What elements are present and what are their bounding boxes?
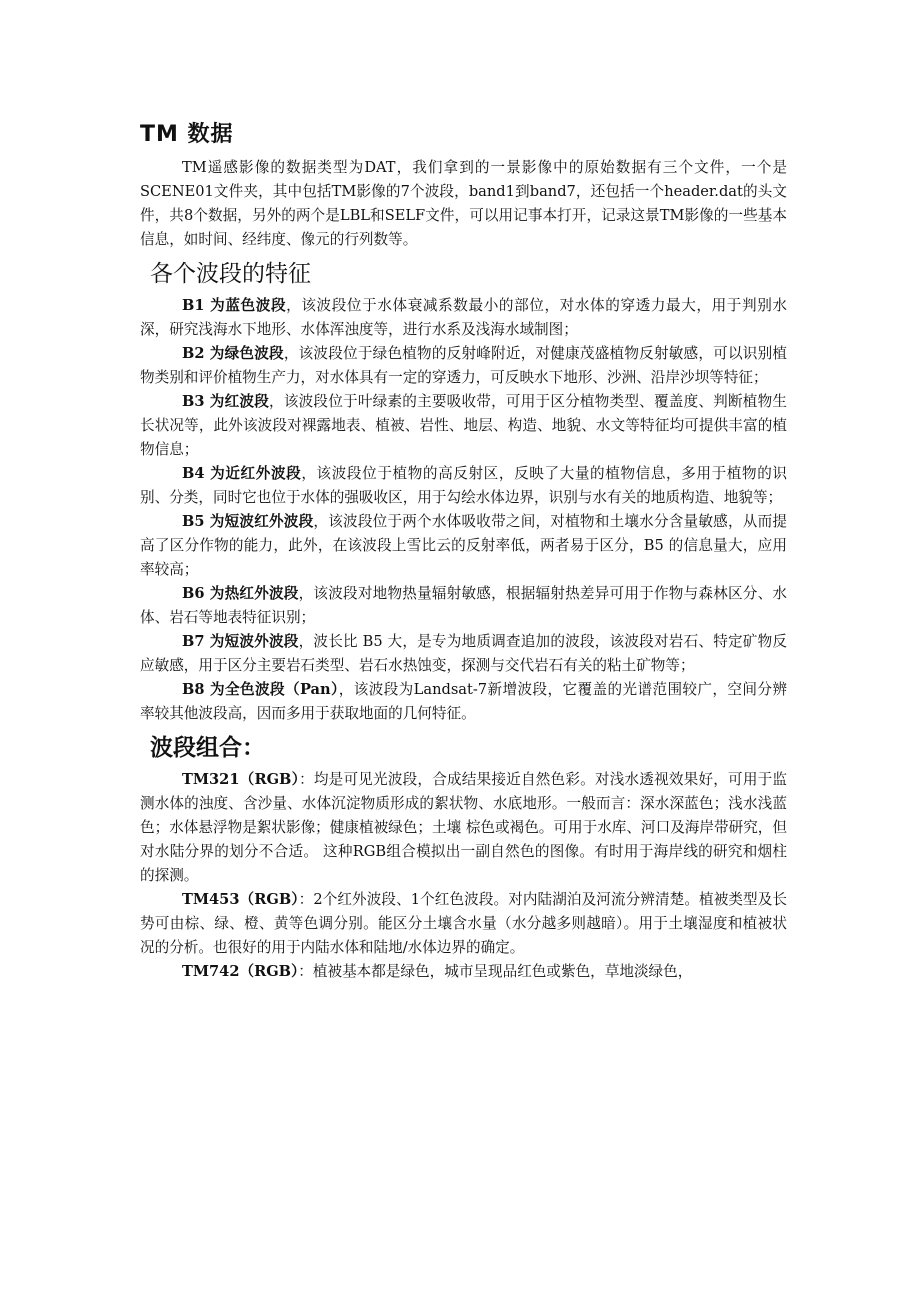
- band-b2-label: B2 为绿色波段: [182, 345, 284, 362]
- tm-intro-paragraph: TM遥感影像的数据类型为DAT，我们拿到的一景影像中的原始数据有三个文件，一个是SCENE01文件夹，其中包括TM影像的7个波段，band1到band7，还包括一个header.dat的头文件，共8个数据，另外的两个是LBL和SELF文件，可以用记事本打开，记录这景TM影像的一些基本信息，如时间、经纬度、像元的行列数等。: [140, 159, 787, 248]
- band-b4-paragraph: [140, 462, 787, 510]
- band-b3-label: B3 为红波段: [182, 393, 270, 410]
- heading-band-features: 各个波段的特征: [150, 261, 311, 287]
- combo-tm742-label: TM742（RGB）: [182, 963, 299, 980]
- combo-tm453-label: TM453（RGB）: [182, 891, 299, 908]
- band-b5-text: ，该波段位于两个水体吸收带之间，对植物和土壤水分含量敏感，从而提高了区分作物的能力，此外，在该波段上雪比云的反射率低，两者易于区分，B5 的信息量大，应用率较高；: [140, 513, 787, 578]
- band-b2-text: ，该波段位于绿色植物的反射峰附近，对健康茂盛植物反射敏感，可以识别植物类别和评价植物生产力，对水体具有一定的穿透力，可反映水下地形、沙洲、沿岸沙坝等特征；: [140, 345, 787, 386]
- combo-tm742-text: ：植被基本都是绿色，城市呈现品红色或紫色，草地淡绿色，: [298, 963, 693, 980]
- combo-tm321-text: ：均是可见光波段，合成结果接近自然色彩。对浅水透视效果好，可用于监测水体的浊度、含沙量、水体沉淀物质形成的絮状物、水底地形。一般而言：深水深蓝色；浅水浅蓝色；水体悬浮物是絮状影像；健康植被绿色；土壤 棕色或褐色。可用于水库、河口及海岸带研究，但对水陆分界的划分不合适。 这种RGB组合模拟出一副自然色的图像。有时用于海岸线的研究和烟柱的探测。: [140, 771, 787, 884]
- combo-tm742-paragraph: [140, 960, 787, 984]
- band-b1-label: B1 为蓝色波段: [182, 297, 287, 314]
- heading-band-combinations: 波段组合：: [150, 735, 265, 761]
- band-b1-text: ，该波段位于水体衰减系数最小的部位，对水体的穿透力最大，用于判别水深，研究浅海水下地形、水体浑浊度等，进行水系及浅海水域制图；: [140, 297, 787, 338]
- band-b8-label: B8 为全色波段（Pan）: [182, 681, 339, 698]
- band-b7-text: ，波长比 B5 大，是专为地质调查追加的波段，该波段对岩石、特定矿物反应敏感，用于区分主要岩石类型、岩石水热蚀变，探测与交代岩石有关的粘土矿物等；: [140, 633, 787, 674]
- document-content: [140, 118, 787, 984]
- band-b2-paragraph: [140, 342, 787, 390]
- band-b5-paragraph: [140, 510, 787, 582]
- band-b8-paragraph: [140, 678, 787, 726]
- combo-tm453-paragraph: [140, 888, 787, 960]
- combo-tm321-label: TM321（RGB）: [182, 771, 300, 788]
- combo-tm453-text: ：2个红外波段、1个红色波段。对内陆湖泊及河流分辨清楚。植被类型及长势可由棕、绿、橙、黄等色调分别。能区分土壤含水量（水分越多则越暗）。用于土壤湿度和植被状况的分析。也很好的用于内陆水体和陆地/水体边界的确定。: [140, 891, 788, 956]
- band-b8-text: ，该波段为Landsat-7新增波段，它覆盖的光谱范围较广，空间分辨率较其他波段高，因而多用于获取地面的几何特征。: [140, 681, 788, 722]
- band-b4-text: ，该波段位于植物的高反射区，反映了大量的植物信息，多用于植物的识别、分类，同时它也位于水体的强吸收区，用于勾绘水体边界，识别与水有关的地质构造、地貌等；: [140, 465, 787, 506]
- heading-tm-data: TM 数据: [140, 122, 234, 147]
- band-b1-paragraph: [140, 294, 787, 342]
- band-b4-label: B4 为近红外波段: [182, 465, 302, 482]
- band-b5-label: B5 为短波红外波段: [182, 513, 314, 530]
- band-b3-paragraph: [140, 390, 787, 462]
- band-b6-label: B6 为热红外波段: [182, 585, 299, 602]
- combo-tm321-paragraph: [140, 768, 787, 888]
- band-b6-text: ，该波段对地物热量辐射敏感，根据辐射热差异可用于作物与森林区分、水体、岩石等地表特征识别；: [140, 585, 787, 626]
- band-b7-paragraph: [140, 630, 787, 678]
- band-b3-text: ，该波段位于叶绿素的主要吸收带，可用于区分植物类型、覆盖度、判断植物生长状况等，此外该波段对裸露地表、植被、岩性、地层、构造、地貌、水文等特征均可提供丰富的植物信息；: [140, 393, 787, 458]
- band-b6-paragraph: [140, 582, 787, 630]
- band-b7-label: B7 为短波外波段: [182, 633, 299, 650]
